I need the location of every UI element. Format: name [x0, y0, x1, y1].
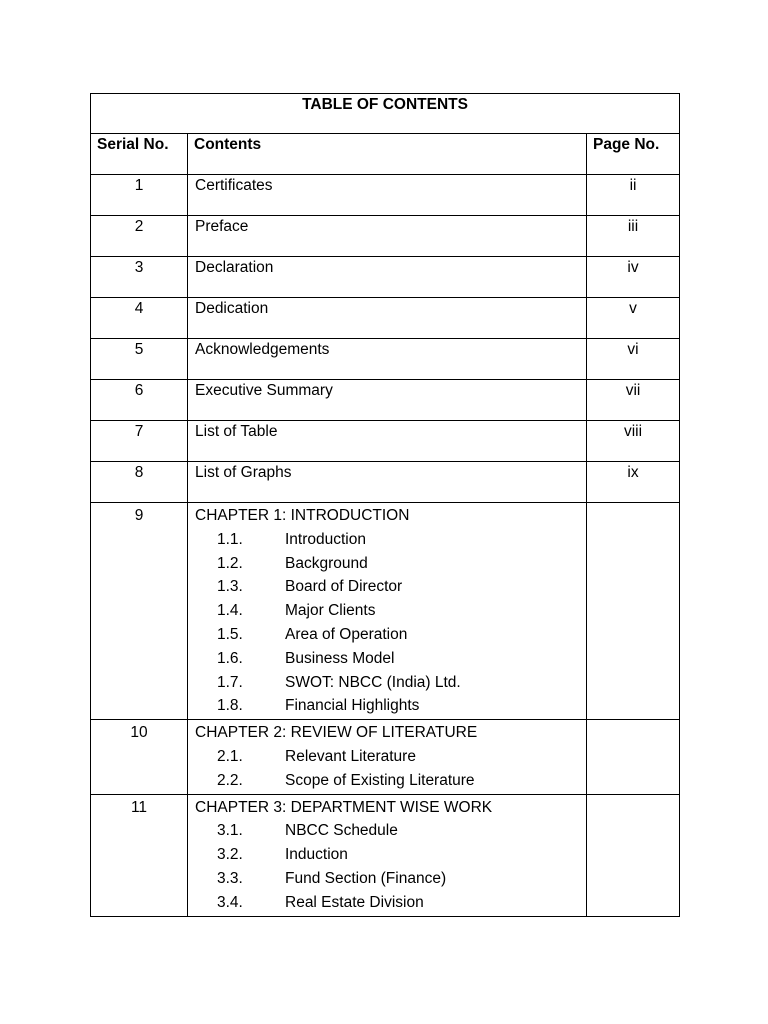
section-label: Business Model — [285, 649, 395, 667]
contents-entry: Acknowledgements — [188, 339, 587, 380]
section-item — [195, 623, 586, 647]
chapter-contents — [188, 794, 587, 916]
section-item — [195, 769, 586, 793]
serial-number: 1 — [91, 175, 188, 216]
page-number: iv — [587, 257, 680, 298]
contents-entry: List of Graphs — [188, 462, 587, 503]
section-item — [195, 671, 586, 695]
page-number — [587, 720, 680, 794]
header-row — [91, 134, 680, 175]
section-label: NBCC Schedule — [285, 822, 398, 840]
section-number: 1.3. — [217, 578, 243, 596]
serial-number: 7 — [91, 421, 188, 462]
section-label: Board of Director — [285, 578, 403, 596]
section-number: 1.4. — [217, 602, 243, 620]
table-row — [91, 175, 680, 216]
section-label: Scope of Existing Literature — [285, 771, 475, 789]
section-item — [195, 599, 586, 623]
serial-number: 4 — [91, 298, 188, 339]
contents-entry: Preface — [188, 216, 587, 257]
section-label: Background — [285, 554, 368, 572]
chapter-title: CHAPTER 1: INTRODUCTION — [195, 507, 410, 524]
section-label: Relevant Literature — [285, 747, 416, 765]
section-item — [195, 867, 586, 891]
section-item — [195, 843, 586, 867]
contents-entry: Declaration — [188, 257, 587, 298]
chapter-row — [91, 503, 680, 720]
section-item — [195, 647, 586, 671]
serial-number: 11 — [91, 794, 188, 916]
section-item — [195, 552, 586, 576]
chapter-title: CHAPTER 2: REVIEW OF LITERATURE — [195, 724, 478, 742]
toc-body — [91, 94, 680, 917]
section-number: 1.8. — [217, 697, 243, 715]
contents-entry: Executive Summary — [188, 380, 587, 421]
page-number: vi — [587, 339, 680, 380]
section-label: Introduction — [285, 530, 366, 548]
page-number: vii — [587, 380, 680, 421]
section-number: 3.3. — [217, 869, 243, 887]
section-item — [195, 528, 586, 552]
section-item — [195, 745, 586, 769]
serial-number: 6 — [91, 380, 188, 421]
serial-number: 2 — [91, 216, 188, 257]
section-number: 1.6. — [217, 649, 243, 667]
table-row — [91, 462, 680, 503]
table-title: TABLE OF CONTENTS — [91, 94, 680, 134]
serial-number: 5 — [91, 339, 188, 380]
chapter-title: CHAPTER 3: DEPARTMENT WISE WORK — [195, 798, 493, 816]
section-item — [195, 694, 586, 718]
section-item — [195, 575, 586, 599]
section-number: 3.2. — [217, 846, 243, 864]
page-number: iii — [587, 216, 680, 257]
section-label: Real Estate Division — [285, 893, 424, 911]
title-row — [91, 94, 680, 134]
serial-number: 10 — [91, 720, 188, 794]
contents-entry: Certificates — [188, 175, 587, 216]
section-number: 1.5. — [217, 625, 243, 643]
table-of-contents — [90, 93, 680, 917]
chapter-contents — [188, 503, 587, 720]
section-label: SWOT: NBCC (India) Ltd. — [285, 673, 461, 691]
table-row — [91, 339, 680, 380]
contents-entry: List of Table — [188, 421, 587, 462]
section-item — [195, 891, 586, 915]
section-number: 2.1. — [217, 747, 243, 765]
page-number — [587, 503, 680, 720]
section-number: 1.7. — [217, 673, 243, 691]
section-label: Major Clients — [285, 602, 376, 620]
section-label: Fund Section (Finance) — [285, 869, 447, 887]
chapter-row — [91, 720, 680, 794]
page-number: ix — [587, 462, 680, 503]
serial-number: 8 — [91, 462, 188, 503]
section-number: 2.2. — [217, 771, 243, 789]
section-list — [195, 819, 586, 914]
page-number: ii — [587, 175, 680, 216]
page-number: viii — [587, 421, 680, 462]
section-number: 3.4. — [217, 893, 243, 911]
section-label: Induction — [285, 846, 348, 864]
chapter-contents — [188, 720, 587, 794]
section-number: 1.2. — [217, 554, 243, 572]
header-serial-no: Serial No. — [91, 134, 188, 175]
contents-entry: Dedication — [188, 298, 587, 339]
page-number: v — [587, 298, 680, 339]
header-page-no: Page No. — [587, 134, 680, 175]
table-row — [91, 257, 680, 298]
table-row — [91, 216, 680, 257]
section-label: Financial Highlights — [285, 697, 420, 715]
section-label: Area of Operation — [285, 625, 408, 643]
section-list — [195, 528, 586, 718]
chapter-row — [91, 794, 680, 916]
table-row — [91, 298, 680, 339]
page-number — [587, 794, 680, 916]
serial-number: 9 — [91, 503, 188, 720]
table-row — [91, 421, 680, 462]
serial-number: 3 — [91, 257, 188, 298]
header-contents: Contents — [188, 134, 587, 175]
section-item — [195, 819, 586, 843]
section-number: 1.1. — [217, 530, 243, 548]
section-list — [195, 745, 586, 793]
section-number: 3.1. — [217, 822, 243, 840]
table-row — [91, 380, 680, 421]
